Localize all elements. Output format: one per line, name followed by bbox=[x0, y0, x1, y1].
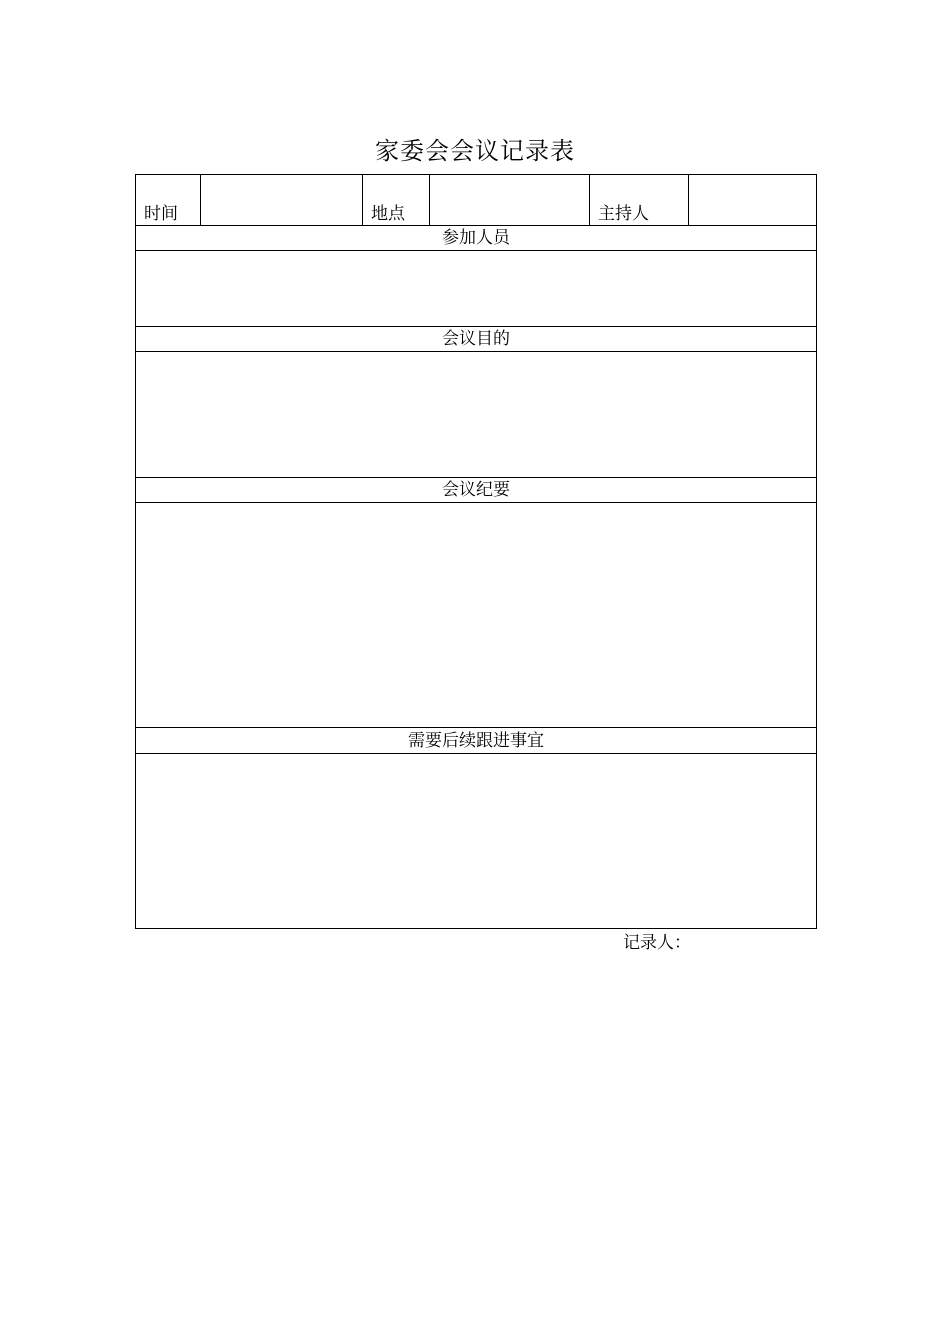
host-field[interactable] bbox=[689, 175, 817, 226]
purpose-heading: 会议目的 bbox=[136, 327, 817, 352]
follow-up-field[interactable] bbox=[136, 754, 817, 929]
meeting-record-table bbox=[135, 174, 817, 929]
location-field[interactable] bbox=[430, 175, 590, 226]
purpose-field[interactable] bbox=[136, 352, 817, 478]
attendees-heading: 参加人员 bbox=[136, 226, 817, 251]
header-row bbox=[136, 175, 817, 226]
recorder-label: 记录人： bbox=[623, 933, 691, 953]
location-label: 地点 bbox=[363, 175, 430, 226]
time-label: 时间 bbox=[136, 175, 201, 226]
host-label: 主持人 bbox=[590, 175, 689, 226]
minutes-field[interactable] bbox=[136, 503, 817, 728]
form-title: 家委会会议记录表 bbox=[375, 137, 575, 165]
attendees-field[interactable] bbox=[136, 251, 817, 327]
time-field[interactable] bbox=[201, 175, 363, 226]
follow-up-heading: 需要后续跟进事宜 bbox=[136, 728, 817, 754]
minutes-heading: 会议纪要 bbox=[136, 478, 817, 503]
